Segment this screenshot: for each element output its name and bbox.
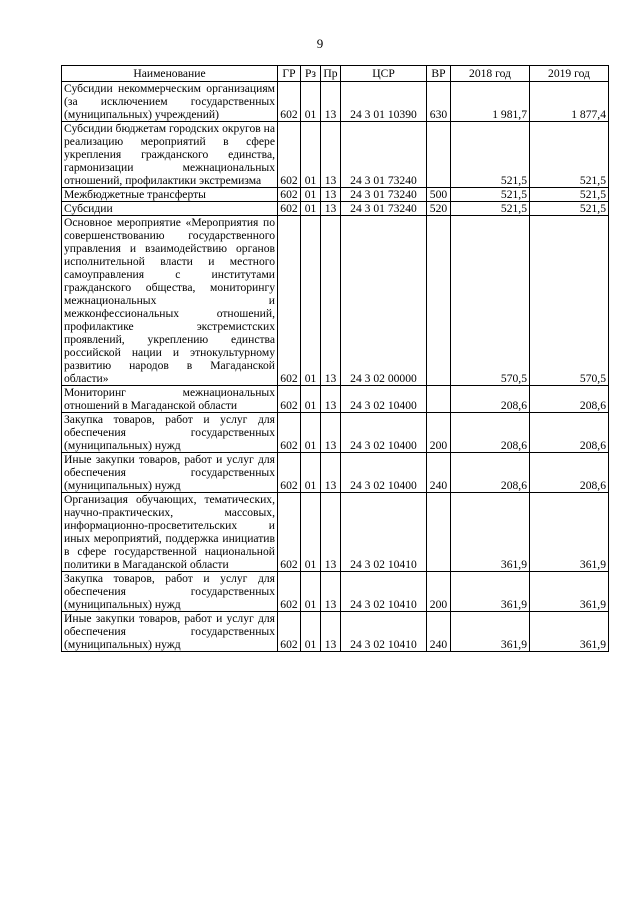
row-2019: 208,6 — [530, 413, 609, 453]
row-gr: 602 — [278, 572, 301, 612]
row-rz: 01 — [301, 202, 321, 216]
row-rz: 01 — [301, 188, 321, 202]
row-vr — [427, 122, 451, 188]
header-vr: ВР — [427, 66, 451, 82]
row-csr: 24 3 02 10410 — [341, 493, 427, 572]
row-csr: 24 3 01 73240 — [341, 122, 427, 188]
row-vr: 200 — [427, 413, 451, 453]
budget-table — [61, 65, 609, 652]
row-2019: 570,5 — [530, 216, 609, 386]
row-rz: 01 — [301, 216, 321, 386]
row-gr: 602 — [278, 122, 301, 188]
row-pr: 13 — [321, 386, 341, 413]
row-pr: 13 — [321, 413, 341, 453]
row-2019: 1 877,4 — [530, 82, 609, 122]
row-2018: 208,6 — [451, 453, 530, 493]
header-name: Наименование — [62, 66, 278, 82]
row-rz: 01 — [301, 493, 321, 572]
row-gr: 602 — [278, 612, 301, 652]
row-csr: 24 3 02 10400 — [341, 453, 427, 493]
row-2018: 208,6 — [451, 413, 530, 453]
row-name: Межбюджетные трансферты — [62, 188, 278, 202]
table-row — [62, 413, 609, 453]
row-pr: 13 — [321, 202, 341, 216]
row-gr: 602 — [278, 493, 301, 572]
row-vr: 630 — [427, 82, 451, 122]
row-vr: 200 — [427, 572, 451, 612]
row-2018: 208,6 — [451, 386, 530, 413]
row-csr: 24 3 02 10410 — [341, 612, 427, 652]
table-row — [62, 612, 609, 652]
table-row — [62, 386, 609, 413]
row-pr: 13 — [321, 453, 341, 493]
row-gr: 602 — [278, 413, 301, 453]
header-2019: 2019 год — [530, 66, 609, 82]
row-vr — [427, 386, 451, 413]
row-rz: 01 — [301, 453, 321, 493]
row-gr: 602 — [278, 188, 301, 202]
table-row — [62, 216, 609, 386]
row-2018: 361,9 — [451, 612, 530, 652]
row-2018: 521,5 — [451, 202, 530, 216]
row-gr: 602 — [278, 453, 301, 493]
row-pr: 13 — [321, 572, 341, 612]
row-pr: 13 — [321, 122, 341, 188]
row-name: Организация обучающих, тематических, научно-практических, массовых, информационно-просветительских и иных мероприятий, поддержка инициатив в сфере государственной национальной политики в Магаданской области — [62, 493, 278, 572]
row-2018: 570,5 — [451, 216, 530, 386]
row-pr: 13 — [321, 612, 341, 652]
row-pr: 13 — [321, 188, 341, 202]
row-csr: 24 3 02 10400 — [341, 413, 427, 453]
row-rz: 01 — [301, 572, 321, 612]
header-csr: ЦСР — [341, 66, 427, 82]
row-name: Закупка товаров, работ и услуг для обеспечения государственных (муниципальных) нужд — [62, 413, 278, 453]
table-row — [62, 122, 609, 188]
row-gr: 602 — [278, 386, 301, 413]
row-csr: 24 3 01 10390 — [341, 82, 427, 122]
row-name: Субсидии бюджетам городских округов на реализацию мероприятий в сфере укрепления гражданского единства, гармонизации межнациональных отношений, профилактики экстремизма — [62, 122, 278, 188]
row-2019: 521,5 — [530, 202, 609, 216]
table-row — [62, 82, 609, 122]
row-pr: 13 — [321, 216, 341, 386]
row-csr: 24 3 01 73240 — [341, 202, 427, 216]
row-2018: 521,5 — [451, 188, 530, 202]
row-2019: 208,6 — [530, 453, 609, 493]
row-vr: 520 — [427, 202, 451, 216]
table-row — [62, 493, 609, 572]
table-header-row — [62, 66, 609, 82]
row-name: Закупка товаров, работ и услуг для обеспечения государственных (муниципальных) нужд — [62, 572, 278, 612]
row-csr: 24 3 02 00000 — [341, 216, 427, 386]
table-row — [62, 202, 609, 216]
row-gr: 602 — [278, 202, 301, 216]
row-vr: 500 — [427, 188, 451, 202]
table-row — [62, 188, 609, 202]
row-csr: 24 3 02 10410 — [341, 572, 427, 612]
row-2019: 521,5 — [530, 122, 609, 188]
row-vr — [427, 493, 451, 572]
row-pr: 13 — [321, 82, 341, 122]
row-name: Иные закупки товаров, работ и услуг для обеспечения государственных (муниципальных) нужд — [62, 612, 278, 652]
row-2019: 361,9 — [530, 493, 609, 572]
row-vr: 240 — [427, 612, 451, 652]
page-number: 9 — [316, 36, 324, 51]
row-gr: 602 — [278, 216, 301, 386]
row-2019: 208,6 — [530, 386, 609, 413]
row-rz: 01 — [301, 612, 321, 652]
header-rz: Рз — [301, 66, 321, 82]
row-name: Основное мероприятие «Мероприятия по совершенствованию государственного управления и взаимодействию органов исполнительной власти и местного самоуправления с институтами гражданского общества, мониторингу межнациональных и межконфессиональных отношений, профилактике экстремистских проявлений, укреплению единства российской нации и этнокультурному развитию народов в Магаданской области» — [62, 216, 278, 386]
header-pr: Пр — [321, 66, 341, 82]
row-2019: 361,9 — [530, 612, 609, 652]
row-pr: 13 — [321, 493, 341, 572]
row-2018: 521,5 — [451, 122, 530, 188]
row-2018: 1 981,7 — [451, 82, 530, 122]
row-rz: 01 — [301, 413, 321, 453]
row-name: Иные закупки товаров, работ и услуг для обеспечения государственных (муниципальных) нужд — [62, 453, 278, 493]
header-2018: 2018 год — [451, 66, 530, 82]
row-2018: 361,9 — [451, 572, 530, 612]
row-rz: 01 — [301, 82, 321, 122]
row-2019: 361,9 — [530, 572, 609, 612]
row-name: Мониторинг межнациональных отношений в Магаданской области — [62, 386, 278, 413]
row-gr: 602 — [278, 82, 301, 122]
row-csr: 24 3 02 10400 — [341, 386, 427, 413]
row-name: Субсидии некоммерческим организациям (за исключением государственных (муниципальных) учреждений) — [62, 82, 278, 122]
row-2018: 361,9 — [451, 493, 530, 572]
row-vr — [427, 216, 451, 386]
row-2019: 521,5 — [530, 188, 609, 202]
header-gr: ГР — [278, 66, 301, 82]
row-name: Субсидии — [62, 202, 278, 216]
row-rz: 01 — [301, 122, 321, 188]
row-rz: 01 — [301, 386, 321, 413]
row-vr: 240 — [427, 453, 451, 493]
row-csr: 24 3 01 73240 — [341, 188, 427, 202]
table-row — [62, 572, 609, 612]
table-row — [62, 453, 609, 493]
